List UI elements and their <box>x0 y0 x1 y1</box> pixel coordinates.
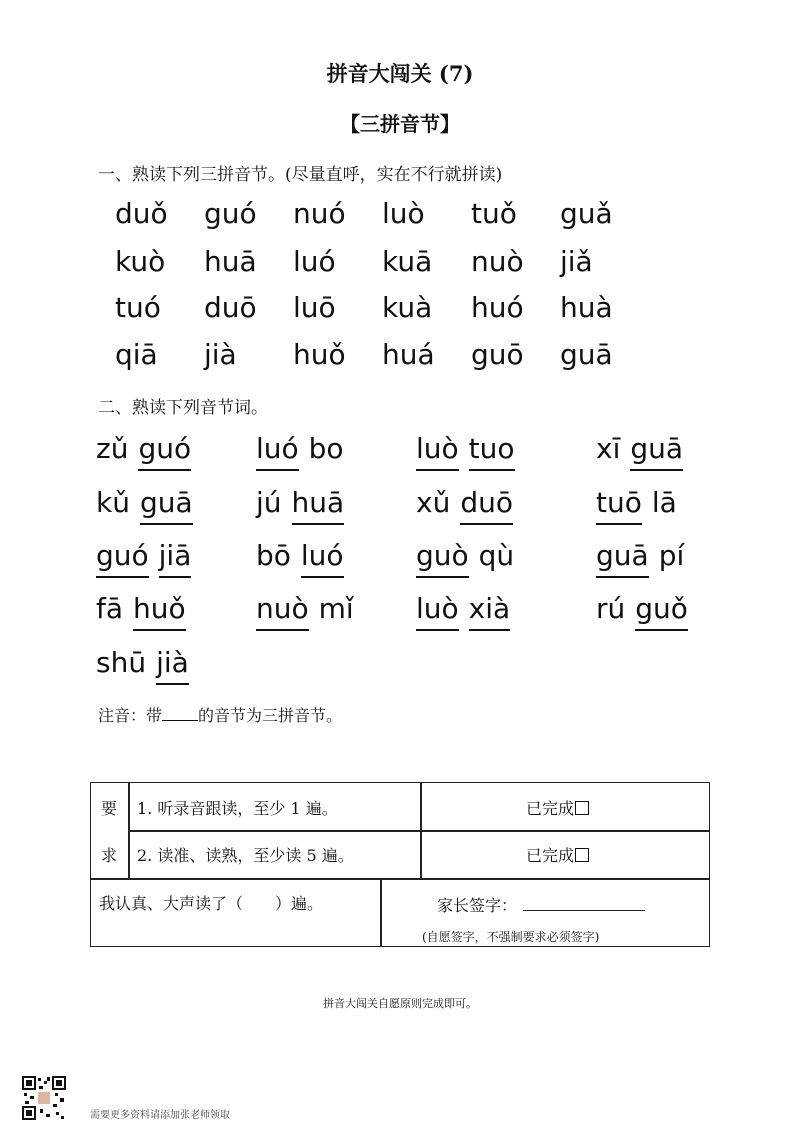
pinyin-syllable: tuó <box>115 291 161 324</box>
syllable: xī <box>596 432 621 465</box>
pinyin-syllable: luó <box>293 245 336 278</box>
pinyin-word <box>416 432 515 471</box>
underlined-syllable: jiā <box>159 539 192 578</box>
pinyin-syllable: tuǒ <box>471 197 517 230</box>
underlined-syllable: guò <box>416 539 469 578</box>
pinyin-word <box>596 539 684 578</box>
pinyin-syllable: kuò <box>115 245 166 278</box>
pinyin-syllable: duǒ <box>115 197 168 230</box>
syllable: rú <box>596 592 626 625</box>
pinyin-syllable: kuà <box>382 291 433 324</box>
underlined-syllable: luó <box>301 539 344 578</box>
underlined-syllable: duō <box>460 486 513 525</box>
table-divider <box>380 879 382 946</box>
pinyin-row <box>115 197 649 237</box>
pinyin-syllable: guǎ <box>560 197 613 230</box>
pinyin-word <box>416 539 514 578</box>
underlined-syllable: luò <box>416 432 459 471</box>
note-text-after: 的音节为三拼音节。 <box>198 706 343 725</box>
section-1-heading: 一、熟读下列三拼音节。(尽量直呼，实在不行就拼读) <box>98 165 503 185</box>
requirement-item-2: 2. 读准、读熟，至少读 5 遍。 <box>137 846 354 865</box>
pinyin-syllable: guō <box>471 338 524 371</box>
requirements-table <box>90 782 710 947</box>
pinyin-word <box>96 646 189 685</box>
syllable: shū <box>96 646 147 679</box>
completion-status-2 <box>526 843 589 866</box>
underlined-syllable: luó <box>256 432 299 471</box>
parent-signature-label: 家长签字： <box>437 896 518 915</box>
underlined-syllable: luò <box>416 592 459 631</box>
underlined-syllable: guó <box>138 432 191 471</box>
pinyin-syllable: jiǎ <box>560 245 593 278</box>
completion-label: 已完成 <box>526 799 575 818</box>
underlined-syllable: tuō <box>596 486 642 525</box>
pinyin-syllable: huà <box>560 291 613 324</box>
table-divider <box>91 878 709 880</box>
signature-line[interactable] <box>523 896 645 911</box>
underlined-syllable: guā <box>140 486 193 525</box>
pinyin-syllable: nuó <box>293 197 346 230</box>
pinyin-syllable: luō <box>293 291 336 324</box>
completion-checkbox[interactable] <box>575 801 589 815</box>
parent-signature <box>437 893 645 916</box>
section-2-heading: 二、熟读下列音节词。 <box>98 398 268 418</box>
underlined-syllable: huǒ <box>133 592 186 631</box>
pinyin-syllable: duō <box>204 291 257 324</box>
note-underline-sample <box>162 706 198 721</box>
underlined-syllable: xià <box>469 592 511 631</box>
pinyin-word <box>96 486 193 525</box>
syllable: jú <box>256 486 282 519</box>
pinyin-syllable: huó <box>471 291 524 324</box>
pinyin-word <box>96 432 191 471</box>
pinyin-syllable: luò <box>382 197 425 230</box>
table-divider <box>128 830 709 832</box>
syllable: mǐ <box>318 592 354 625</box>
pinyin-syllable: kuā <box>382 245 433 278</box>
underlined-syllable: guā <box>630 432 683 471</box>
underlined-syllable: tuo <box>469 432 515 471</box>
pinyin-word <box>256 539 344 578</box>
pinyin-row <box>115 338 649 378</box>
underlined-syllable: jià <box>156 646 189 685</box>
bottom-contact-text: 需要更多资料请添加张老师领取 <box>90 1110 230 1121</box>
pinyin-word <box>416 592 510 631</box>
pinyin-syllable: huá <box>382 338 435 371</box>
pinyin-syllable: nuò <box>471 245 524 278</box>
pinyin-syllable: jià <box>204 338 237 371</box>
underlined-syllable: guó <box>96 539 149 578</box>
syllable: xǔ <box>416 486 451 519</box>
pinyin-row <box>115 245 649 285</box>
underlined-syllable: guā <box>596 539 649 578</box>
pinyin-word <box>596 432 683 471</box>
completion-label: 已完成 <box>526 846 575 865</box>
syllable: fā <box>96 592 124 625</box>
pinyin-word <box>96 592 186 631</box>
completion-checkbox[interactable] <box>575 848 589 862</box>
pinyin-word <box>256 486 344 525</box>
pinyin-row <box>115 291 649 331</box>
requirements-label: 要 <box>101 799 118 818</box>
qr-code-icon <box>22 1076 66 1120</box>
syllable: qù <box>478 539 515 572</box>
syllable: bo <box>308 432 344 465</box>
pinyin-syllable: guā <box>560 338 613 371</box>
underlined-syllable: guǒ <box>635 592 688 631</box>
pinyin-syllable: guó <box>204 197 257 230</box>
syllable: lā <box>651 486 677 519</box>
pinyin-word <box>256 432 344 471</box>
pinyin-word <box>596 486 677 525</box>
pinyin-word <box>256 592 354 631</box>
pinyin-word <box>96 539 191 578</box>
pinyin-syllable: huǒ <box>293 338 346 371</box>
read-times-statement: 我认真、大声读了（ ）遍。 <box>99 894 324 913</box>
pinyin-word <box>596 592 688 631</box>
pinyin-word <box>416 486 513 525</box>
note-text-before: 注音：带 <box>98 706 163 725</box>
syllable: kǔ <box>96 486 130 519</box>
completion-status-1 <box>526 796 589 819</box>
page-title: 拼音大闯关 (7) <box>326 61 474 86</box>
pinyin-syllable: huā <box>204 245 257 278</box>
pinyin-syllable: qiā <box>115 338 158 371</box>
underlined-syllable: huā <box>292 486 345 525</box>
footer-note: 拼音大闯关自愿原则完成即可。 <box>323 997 477 1010</box>
note <box>98 703 342 726</box>
syllable: bō <box>256 539 291 572</box>
requirement-item-1: 1. 听录音跟读，至少 1 遍。 <box>137 799 338 818</box>
underlined-syllable: nuò <box>256 592 309 631</box>
syllable: zǔ <box>96 432 129 465</box>
page-subtitle: 【三拼音节】 <box>340 112 460 136</box>
syllable: pí <box>658 539 685 572</box>
requirements-label: 求 <box>101 846 118 865</box>
signature-note: (自愿签字，不强制要求必须签字) <box>422 930 600 944</box>
